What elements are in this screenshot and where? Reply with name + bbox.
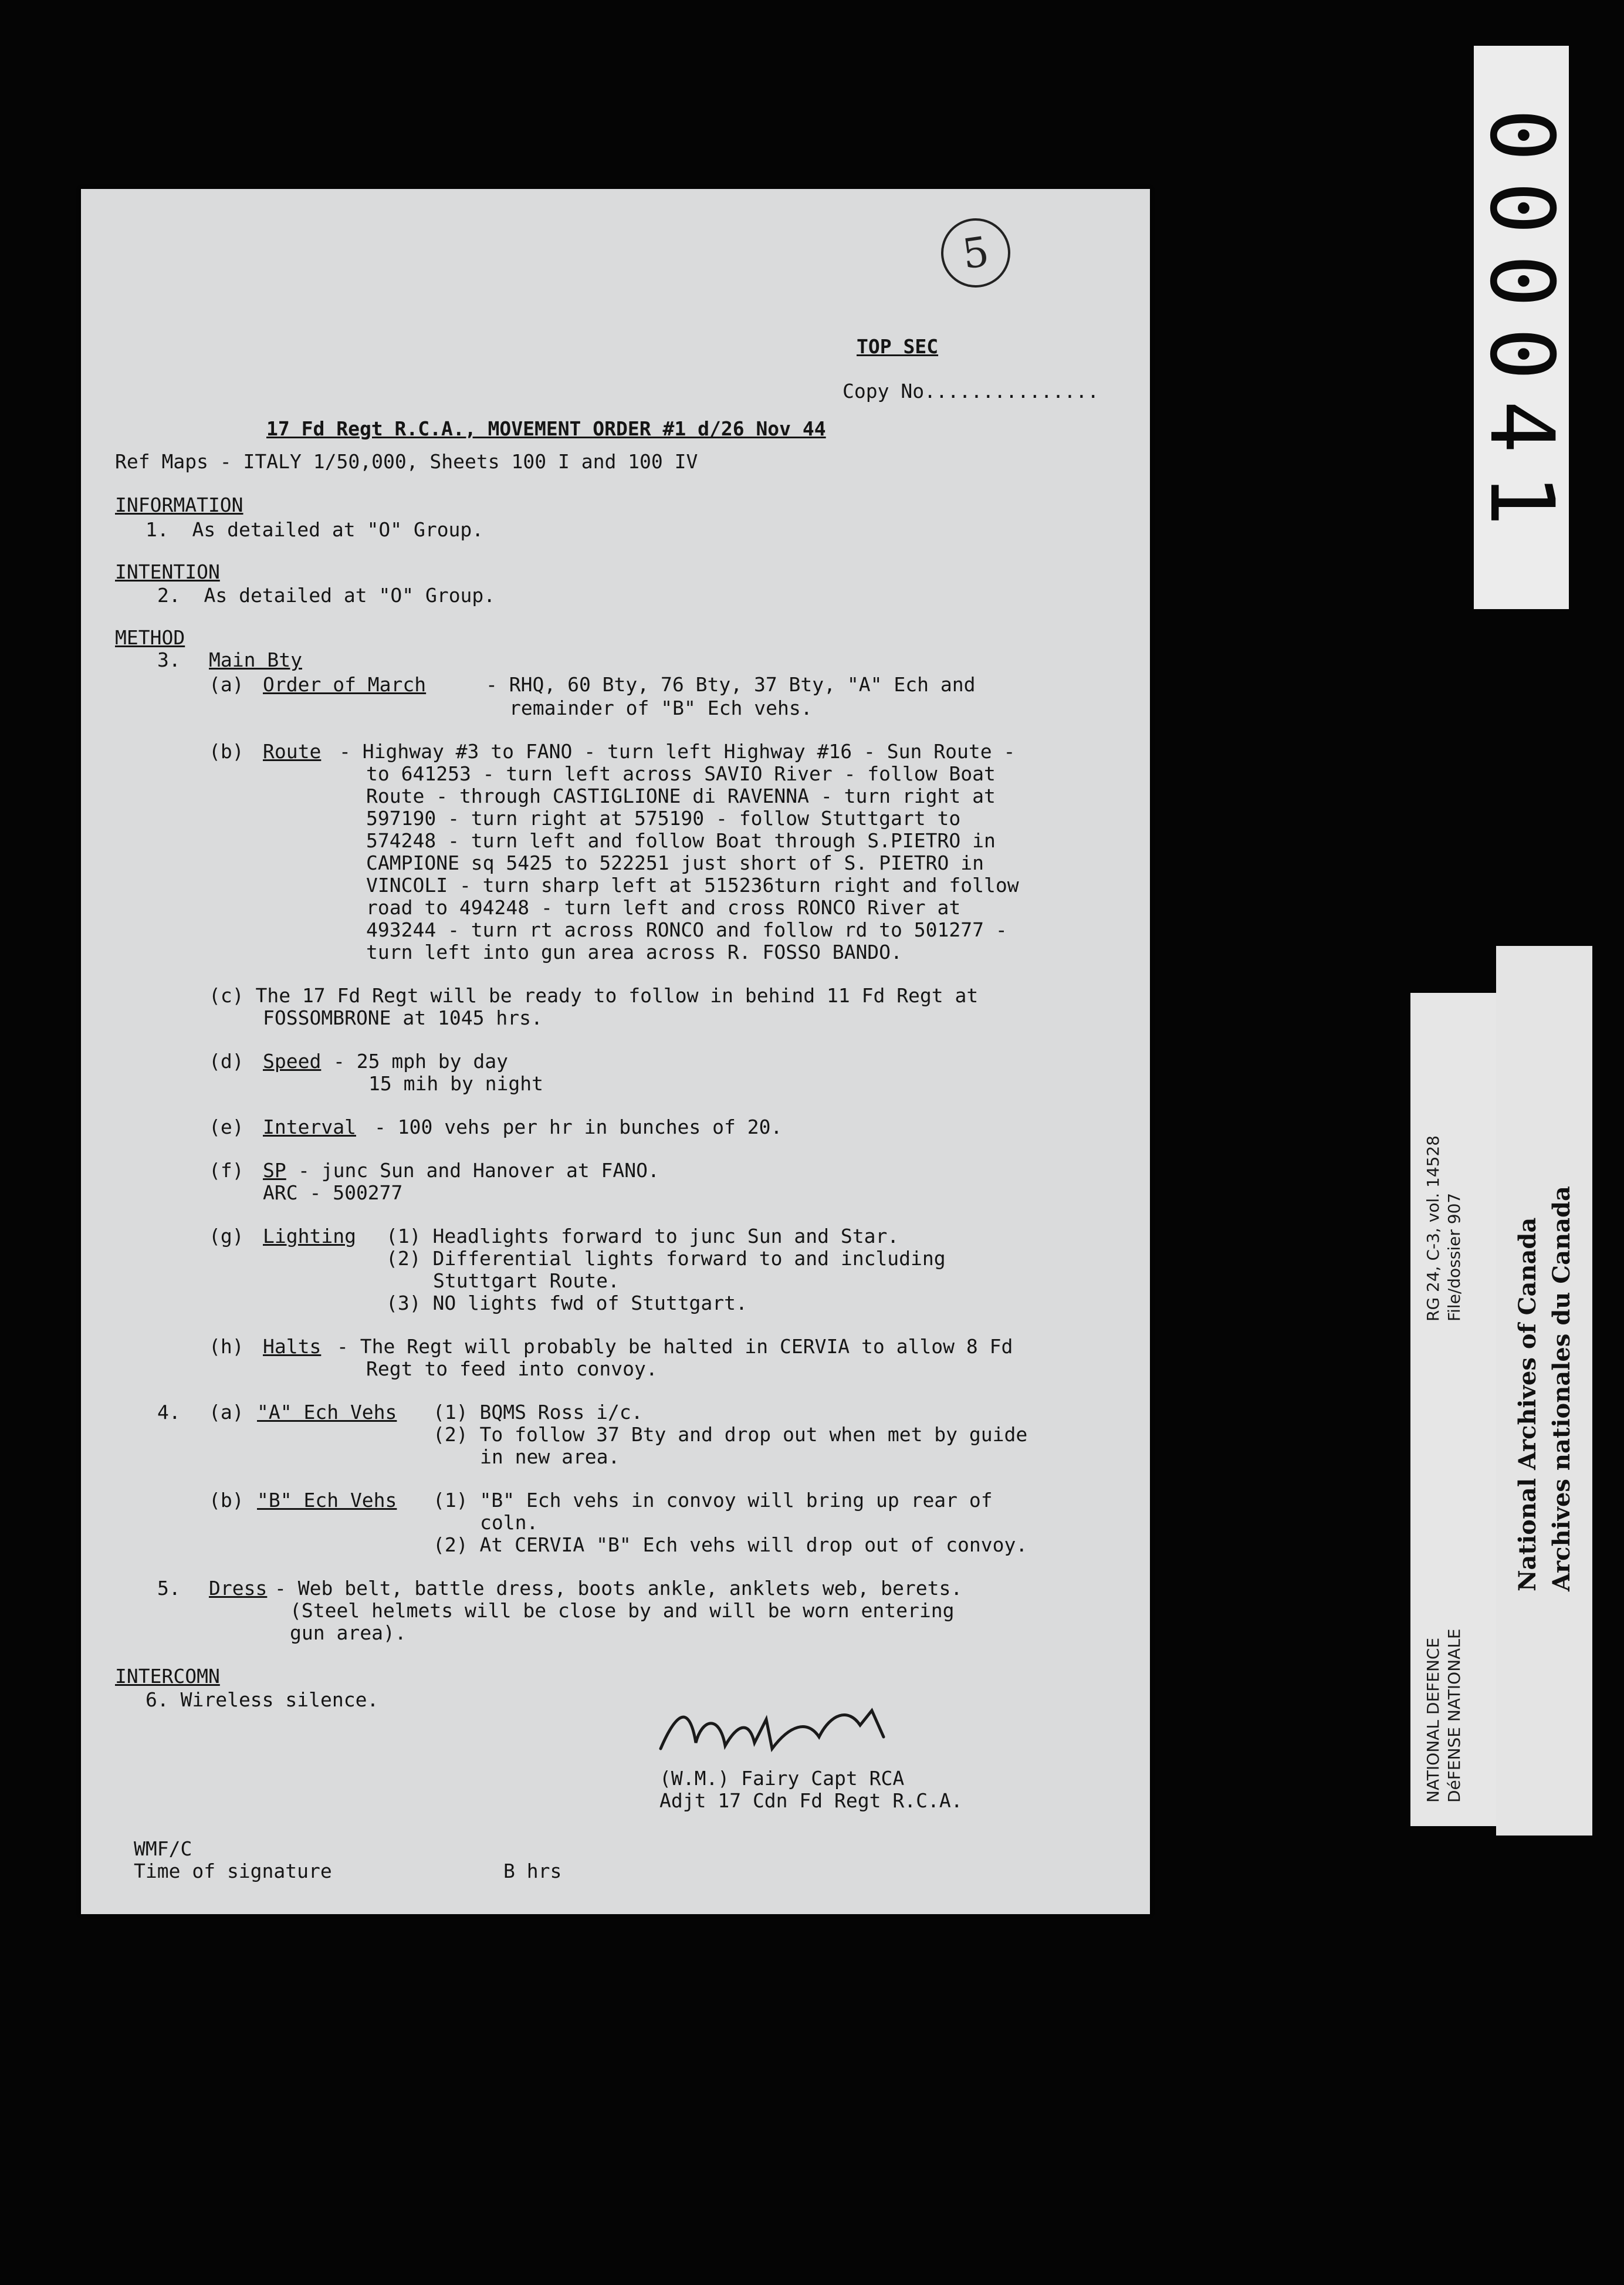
para-3f-label: (f) [209, 1159, 244, 1182]
signatory-title: Adjt 17 Cdn Fd Regt R.C.A. [659, 1789, 963, 1812]
para-3g-heading: Lighting [263, 1225, 356, 1248]
para-4b-line3: (2) At CERVIA "B" Ech vehs will drop out of convoy. [433, 1533, 1028, 1556]
para-3c-line2: FOSSOMBRONE at 1045 hrs. [263, 1006, 543, 1029]
footer-time-label: Time of signature [134, 1860, 332, 1882]
para-5-line2: (Steel helmets will be close by and will be worn entering [290, 1599, 955, 1622]
para-5-number: 5. [157, 1577, 181, 1600]
para-3b-line10: turn left into gun area across R. FOSSO BANDO. [366, 941, 902, 964]
para-3c-line1: (c) The 17 Fd Regt will be ready to follow in behind 11 Fd Regt at [209, 984, 979, 1007]
para-4a-line1: (1) BQMS Ross i/c. [433, 1401, 643, 1424]
para-4a-line3: in new area. [480, 1445, 620, 1468]
para-3h-label: (h) [209, 1335, 244, 1358]
para-4b-label: (b) [209, 1489, 244, 1512]
label-ref-line2: File/dossier 907 [1444, 1192, 1464, 1321]
para-3g-line2: (2) Differential lights forward to and including [386, 1247, 946, 1270]
para-3b-label: (b) [209, 740, 244, 763]
order-title: 17 Fd Regt R.C.A., MOVEMENT ORDER #1 d/26 Nov 44 [266, 417, 826, 440]
para-3h-heading: Halts [263, 1335, 322, 1358]
para-3f-line2: ARC - 500277 [263, 1181, 403, 1204]
ref-maps: Ref Maps - ITALY 1/50,000, Sheets 100 I and 100 IV [115, 450, 698, 473]
para-3b-line8: road to 494248 - turn left and cross RONCO River at [366, 896, 961, 919]
para-4a-heading: "A" Ech Vehs [257, 1401, 397, 1424]
signature-scrawl [655, 1702, 901, 1766]
para-3a-line2: remainder of "B" Ech vehs. [509, 697, 813, 719]
para-3f-line1: - junc Sun and Hanover at FANO. [298, 1159, 659, 1182]
para-4b-line2: coln. [480, 1511, 539, 1534]
para-5-line3: gun area). [290, 1621, 407, 1644]
para-2: 2. As detailed at "O" Group. [157, 584, 496, 607]
archive-stamp-number [1470, 46, 1572, 609]
para-1: 1. As detailed at "O" Group. [146, 518, 484, 541]
para-4b-heading: "B" Ech Vehs [257, 1489, 397, 1512]
para-4a-label: (a) [209, 1401, 244, 1424]
para-3e-label: (e) [209, 1116, 244, 1138]
para-4a-line2: (2) To follow 37 Bty and drop out when met by guide [433, 1423, 1028, 1446]
document-page [81, 189, 1150, 1914]
para-3b-line6: CAMPIONE sq 5425 to 522251 just short of S. PIETRO in [366, 851, 984, 874]
para-3h-line1: - The Regt will probably be halted in CERVIA to allow 8 Fd [337, 1335, 1013, 1358]
para-3-number: 3. [157, 648, 181, 671]
para-5-line1: - Web belt, battle dress, boots ankle, anklets web, berets. [275, 1577, 963, 1600]
para-3d-line2: 15 mih by night [368, 1072, 544, 1095]
label-ref-line1: RG 24, C-3, vol. 14528 [1423, 1135, 1443, 1321]
para-3d-line1: - 25 mph by day [333, 1050, 509, 1073]
para-3e-heading: Interval [263, 1116, 356, 1138]
para-3b-line7: VINCOLI - turn sharp left at 515236turn right and follow [366, 874, 1019, 897]
footer-time-suffix: B hrs [503, 1860, 562, 1882]
classification: TOP SEC [857, 335, 939, 358]
copy-number: Copy No............... [843, 380, 1099, 403]
para-3g-line1: (1) Headlights forward to junc Sun and Star. [386, 1225, 899, 1248]
page-number-circle: 5 [936, 214, 1014, 292]
para-3b-line1: - Highway #3 to FANO - turn left Highway #16 - Sun Route - [339, 740, 1016, 763]
heading-intercomn: INTERCOMN [115, 1665, 220, 1688]
signatory-name: (W.M.) Fairy Capt RCA [659, 1767, 905, 1790]
para-3b-line4: 597190 - turn right at 575190 - follow Stuttgart to [366, 807, 961, 830]
para-3b-line9: 493244 - turn rt across RONCO and follow rd to 501277 - [366, 918, 1007, 941]
para-3d-label: (d) [209, 1050, 244, 1073]
para-3b-line3: Route - through CASTIGLIONE di RAVENNA - turn right at [366, 785, 996, 807]
para-3b-line5: 574248 - turn left and follow Boat through S.PIETRO in [366, 829, 996, 852]
para-4b-line1: (1) "B" Ech vehs in convoy will bring up rear of [433, 1489, 993, 1512]
footer-reference: WMF/C [134, 1837, 192, 1860]
archives-label [1496, 946, 1592, 1836]
para-3g-label: (g) [209, 1225, 244, 1248]
heading-information: INFORMATION [115, 493, 243, 516]
archive-stamp-digits: 000041 [1470, 109, 1572, 546]
para-3g-line4: (3) NO lights fwd of Stuttgart. [386, 1292, 747, 1314]
label-archives-english: National Archives of Canada [1514, 1217, 1541, 1591]
heading-method: METHOD [115, 626, 185, 649]
para-3-heading: Main Bty [209, 648, 302, 671]
para-3a-label: (a) [209, 673, 244, 696]
para-3g-line3: Stuttgart Route. [433, 1269, 620, 1292]
label-ref-line4: DéFENSE NATIONALE [1444, 1628, 1464, 1803]
para-5-heading: Dress [209, 1577, 268, 1600]
para-3e-line1: - 100 vehs per hr in bunches of 20. [374, 1116, 783, 1138]
para-3f-heading: SP [263, 1159, 286, 1182]
para-3h-line2: Regt to feed into convoy. [366, 1357, 658, 1380]
para-3a-heading: Order of March [263, 673, 427, 696]
para-3b-line2: to 641253 - turn left across SAVIO River - follow Boat [366, 762, 996, 785]
reference-label [1410, 993, 1509, 1826]
para-3b-heading: Route [263, 740, 322, 763]
para-4-number: 4. [157, 1401, 181, 1424]
para-3a-line1: - RHQ, 60 Bty, 76 Bty, 37 Bty, "A" Ech and [486, 673, 976, 696]
para-3d-heading: Speed [263, 1050, 322, 1073]
para-6: 6. Wireless silence. [146, 1688, 379, 1711]
label-archives-french: Archives nationales du Canada [1548, 1186, 1575, 1591]
heading-intention: INTENTION [115, 560, 220, 583]
label-ref-line3: NATIONAL DEFENCE [1423, 1637, 1443, 1803]
